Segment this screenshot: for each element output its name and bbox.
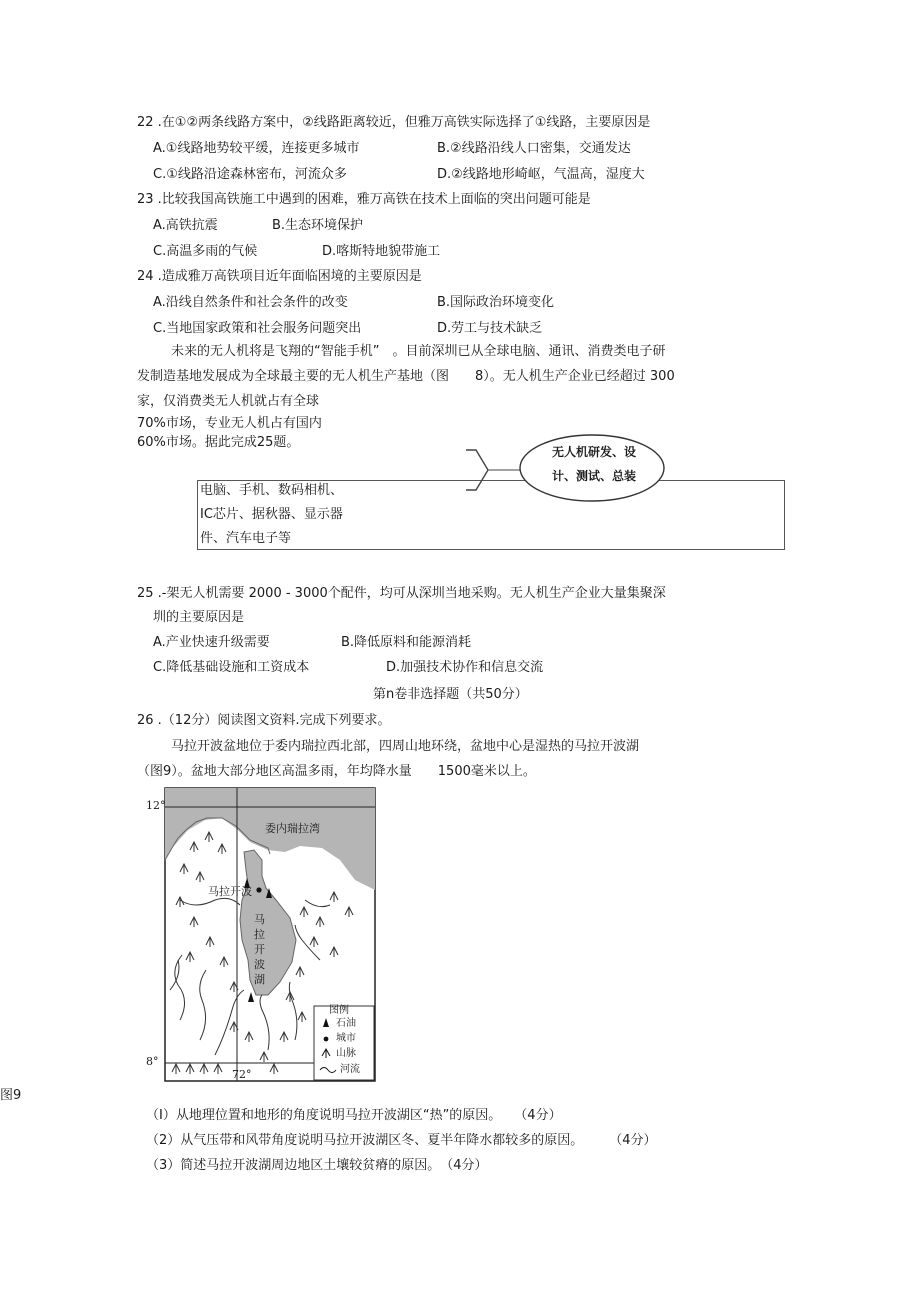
q22-option-b: B.②线路沿线人口密集，交通发达: [437, 141, 631, 156]
lake-char: 马: [254, 913, 265, 926]
q25-option-a: A.产业快速升级需要: [153, 635, 270, 650]
section2-title: 第n卷非选择题（共50分）: [373, 687, 528, 702]
legend-river-label: 河流: [340, 1064, 360, 1075]
q26-passage-line2: （图9）。盆地大部分地区高温多雨，年均降水量 1500毫米以上。: [137, 764, 536, 779]
lake-char: 开: [254, 943, 265, 956]
q26-sub1: （I）从地理位置和地形的角度说明马拉开波湖区“热”的原因。 （4分）: [146, 1108, 562, 1123]
q22-stem: 22 .在①②两条线路方案中，②线路距离较近，但雅万高铁实际选择了①线路，主要原因是: [137, 115, 651, 130]
q23-option-d: D.喀斯特地貌带施工: [322, 244, 441, 259]
q24-option-d: D.劳工与技术缺乏: [437, 321, 543, 336]
drone-passage-line1: 未来的无人机将是飞翔的“智能手机” 。目前深圳已从全球电脑、通讯、消费类电子研: [171, 344, 666, 359]
q25-option-d: D.加强技术协作和信息交流: [386, 660, 544, 675]
q26-stem: 26 .（12分）阅读图文资料.完成下列要求。: [137, 713, 391, 728]
q22-option-c: C.①线路沿途森林密布，河流众多: [153, 167, 347, 182]
map-city-label: 马拉开波: [208, 885, 252, 898]
q22-option-d: D.②线路地形崎岖，气温高，湿度大: [437, 167, 645, 182]
q25-option-b: B.降低原料和能源消耗: [341, 635, 472, 650]
fig8-box-line3: 件、汽车电子等: [200, 531, 292, 546]
fig8-flow-graphic: [462, 428, 707, 503]
drone-passage-line4: 70%市场，专业无人机占有国内: [137, 416, 322, 431]
legend-title: 图例: [329, 1005, 349, 1016]
legend-city-label: 城市: [336, 1033, 356, 1044]
q23-option-b: B.生态环境保护: [272, 218, 364, 233]
q26-passage-line1: 马拉开波盆地位于委内瑞拉西北部，四周山地环绕，盆地中心是湿热的马拉开波湖: [171, 739, 640, 754]
fig8-box-line2: IC芯片、据秋器、显示器: [200, 507, 343, 522]
q23-stem: 23 .比较我国高铁施工中遇到的困难，雅万高铁在技术上面临的突出问题可能是: [137, 192, 591, 207]
legend-oil-label: 石油: [336, 1018, 356, 1029]
q24-stem: 24 .造成雅万高铁项目近年面临困境的主要原因是: [137, 269, 422, 284]
lake-char: 波: [254, 958, 265, 971]
lake-char: 拉: [254, 928, 265, 941]
q22-option-a: A.①线路地势较平缓，连接更多城市: [153, 141, 360, 156]
drone-passage-line5: 60%市场。据此完成25题。: [137, 435, 300, 450]
drone-passage-line3: 家，仅消费类无人机就占有全球: [137, 394, 320, 409]
fig8-oval-line2: 计、测试、总装: [552, 469, 637, 483]
map-lake-label: [254, 912, 268, 987]
fig9-caption: 图9: [0, 1088, 22, 1103]
q25-stem-line1: 25 .-架无人机需要 2000 - 3000个配件，均可从深圳当地采购。无人机生产企业大量集聚深: [137, 586, 666, 601]
map-lon-72: 72°: [232, 1068, 252, 1081]
q24-option-a: A.沿线自然条件和社会条件的改变: [153, 295, 348, 310]
q26-sub3: （3）简述马拉开波湖周边地区土壤较贫瘠的原因。 （4分）: [146, 1158, 488, 1173]
city-icon: [256, 887, 261, 892]
fig8-oval-line1: 无人机研发、设: [552, 445, 637, 459]
map-lat-12: 12°: [146, 799, 166, 812]
q24-option-b: B.国际政治环境变化: [437, 295, 555, 310]
legend-city-icon: [324, 1037, 329, 1042]
q23-option-c: C.高温多雨的气候: [153, 244, 258, 259]
fig8-arrow-icon: [466, 450, 488, 490]
map-lat-8: 8°: [146, 1055, 159, 1068]
legend-mountain-label: 山脉: [336, 1048, 356, 1059]
q26-sub2: （2）从气压带和风带角度说明马拉开波湖区冬、夏半年降水都较多的原因。 （4分）: [146, 1133, 657, 1148]
lake-char: 湖: [254, 973, 265, 986]
q25-stem-line2: 圳的主要原因是: [153, 610, 245, 625]
fig8-box-line1: 电脑、手机、数码相机、: [200, 483, 344, 498]
drone-passage-line2: 发制造基地发展成为全球最主要的无人机生产基地（图 8）。无人机生产企业已经超过 300: [137, 369, 675, 384]
q25-option-c: C.降低基础设施和工资成本: [153, 660, 310, 675]
map-gulf-label: 委内瑞拉湾: [265, 822, 320, 835]
q23-option-a: A.高铁抗震: [153, 218, 218, 233]
q24-option-c: C.当地国家政策和社会服务问题突出: [153, 321, 362, 336]
